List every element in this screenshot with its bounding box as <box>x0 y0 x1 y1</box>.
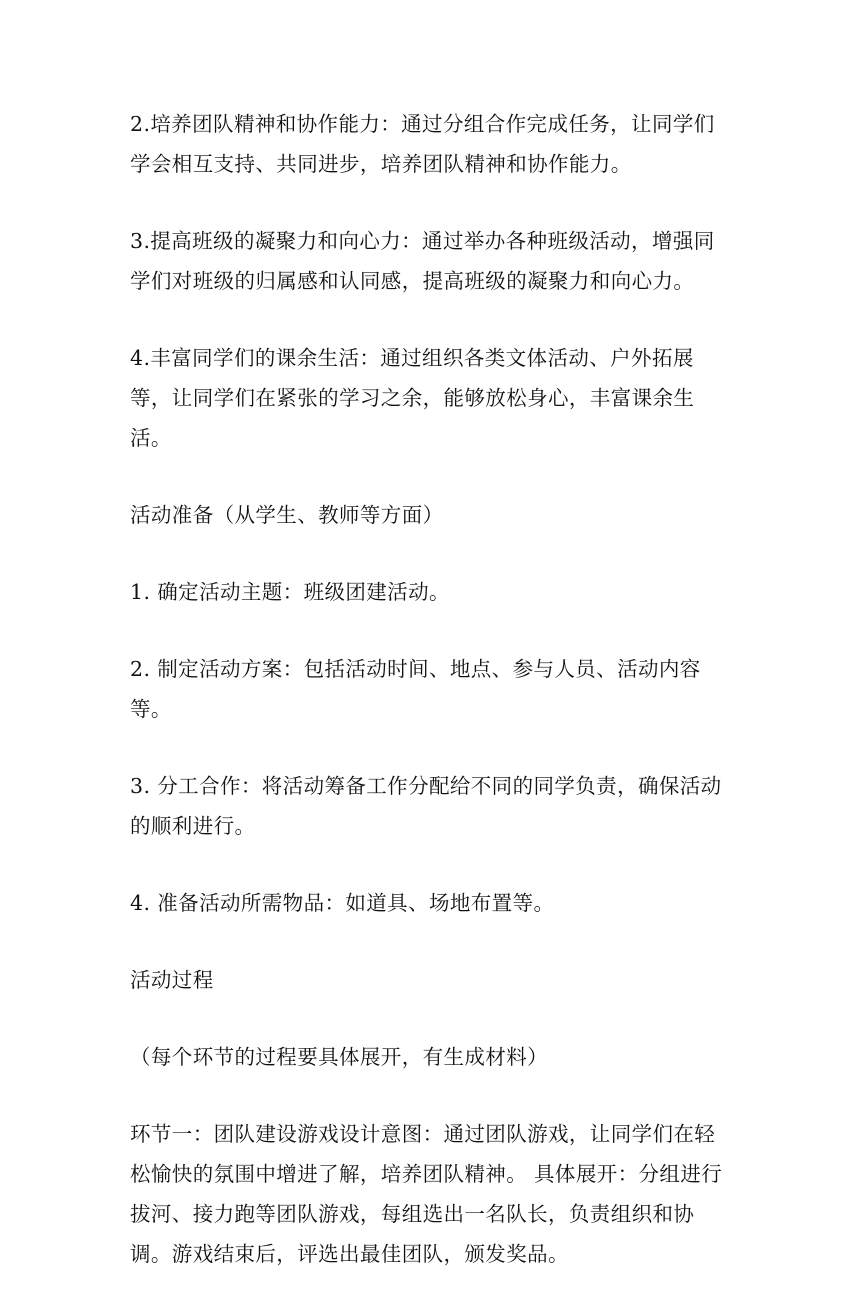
preparation-item-division: 3. 分工合作：将活动筹备工作分配给不同的同学负责，确保活动的顺利进行。 <box>130 774 722 838</box>
process-stage-one-paragraph: 环节一：团队建设游戏设计意图：通过团队游戏，让同学们在轻松愉快的氛围中增进了解，培养团队精神。 具体展开：分组进行拔河、接力跑等团队游戏，每组选出一名队长，负责组织和协调。游戏结束后，评选出最佳团队，颁发奖品。 <box>130 1122 723 1266</box>
section-heading-process: 活动过程 <box>130 968 214 992</box>
objective-teamwork-paragraph: 2.培养团队精神和协作能力：通过分组合作完成任务，让同学们学会相互支持、共同进步，培养团队精神和协作能力。 <box>130 112 715 176</box>
objective-cohesion-paragraph: 3.提高班级的凝聚力和向心力：通过举办各种班级活动，增强同学们对班级的归属感和认同感，提高班级的凝聚力和向心力。 <box>130 229 715 293</box>
process-note: （每个环节的过程要具体展开，有生成材料） <box>130 1045 548 1069</box>
objective-leisure-paragraph: 4.丰富同学们的课余生活：通过组织各类文体活动、户外拓展等，让同学们在紧张的学习之余，能够放松身心，丰富课余生活。 <box>130 346 695 450</box>
preparation-item-theme: 1. 确定活动主题：班级团建活动。 <box>130 580 450 604</box>
document-body <box>130 104 734 1311</box>
preparation-item-materials: 4. 准备活动所需物品：如道具、场地布置等。 <box>130 891 555 915</box>
section-heading-preparation: 活动准备（从学生、教师等方面） <box>130 503 444 527</box>
preparation-item-plan: 2. 制定活动方案：包括活动时间、地点、参与人员、活动内容等。 <box>130 657 701 721</box>
